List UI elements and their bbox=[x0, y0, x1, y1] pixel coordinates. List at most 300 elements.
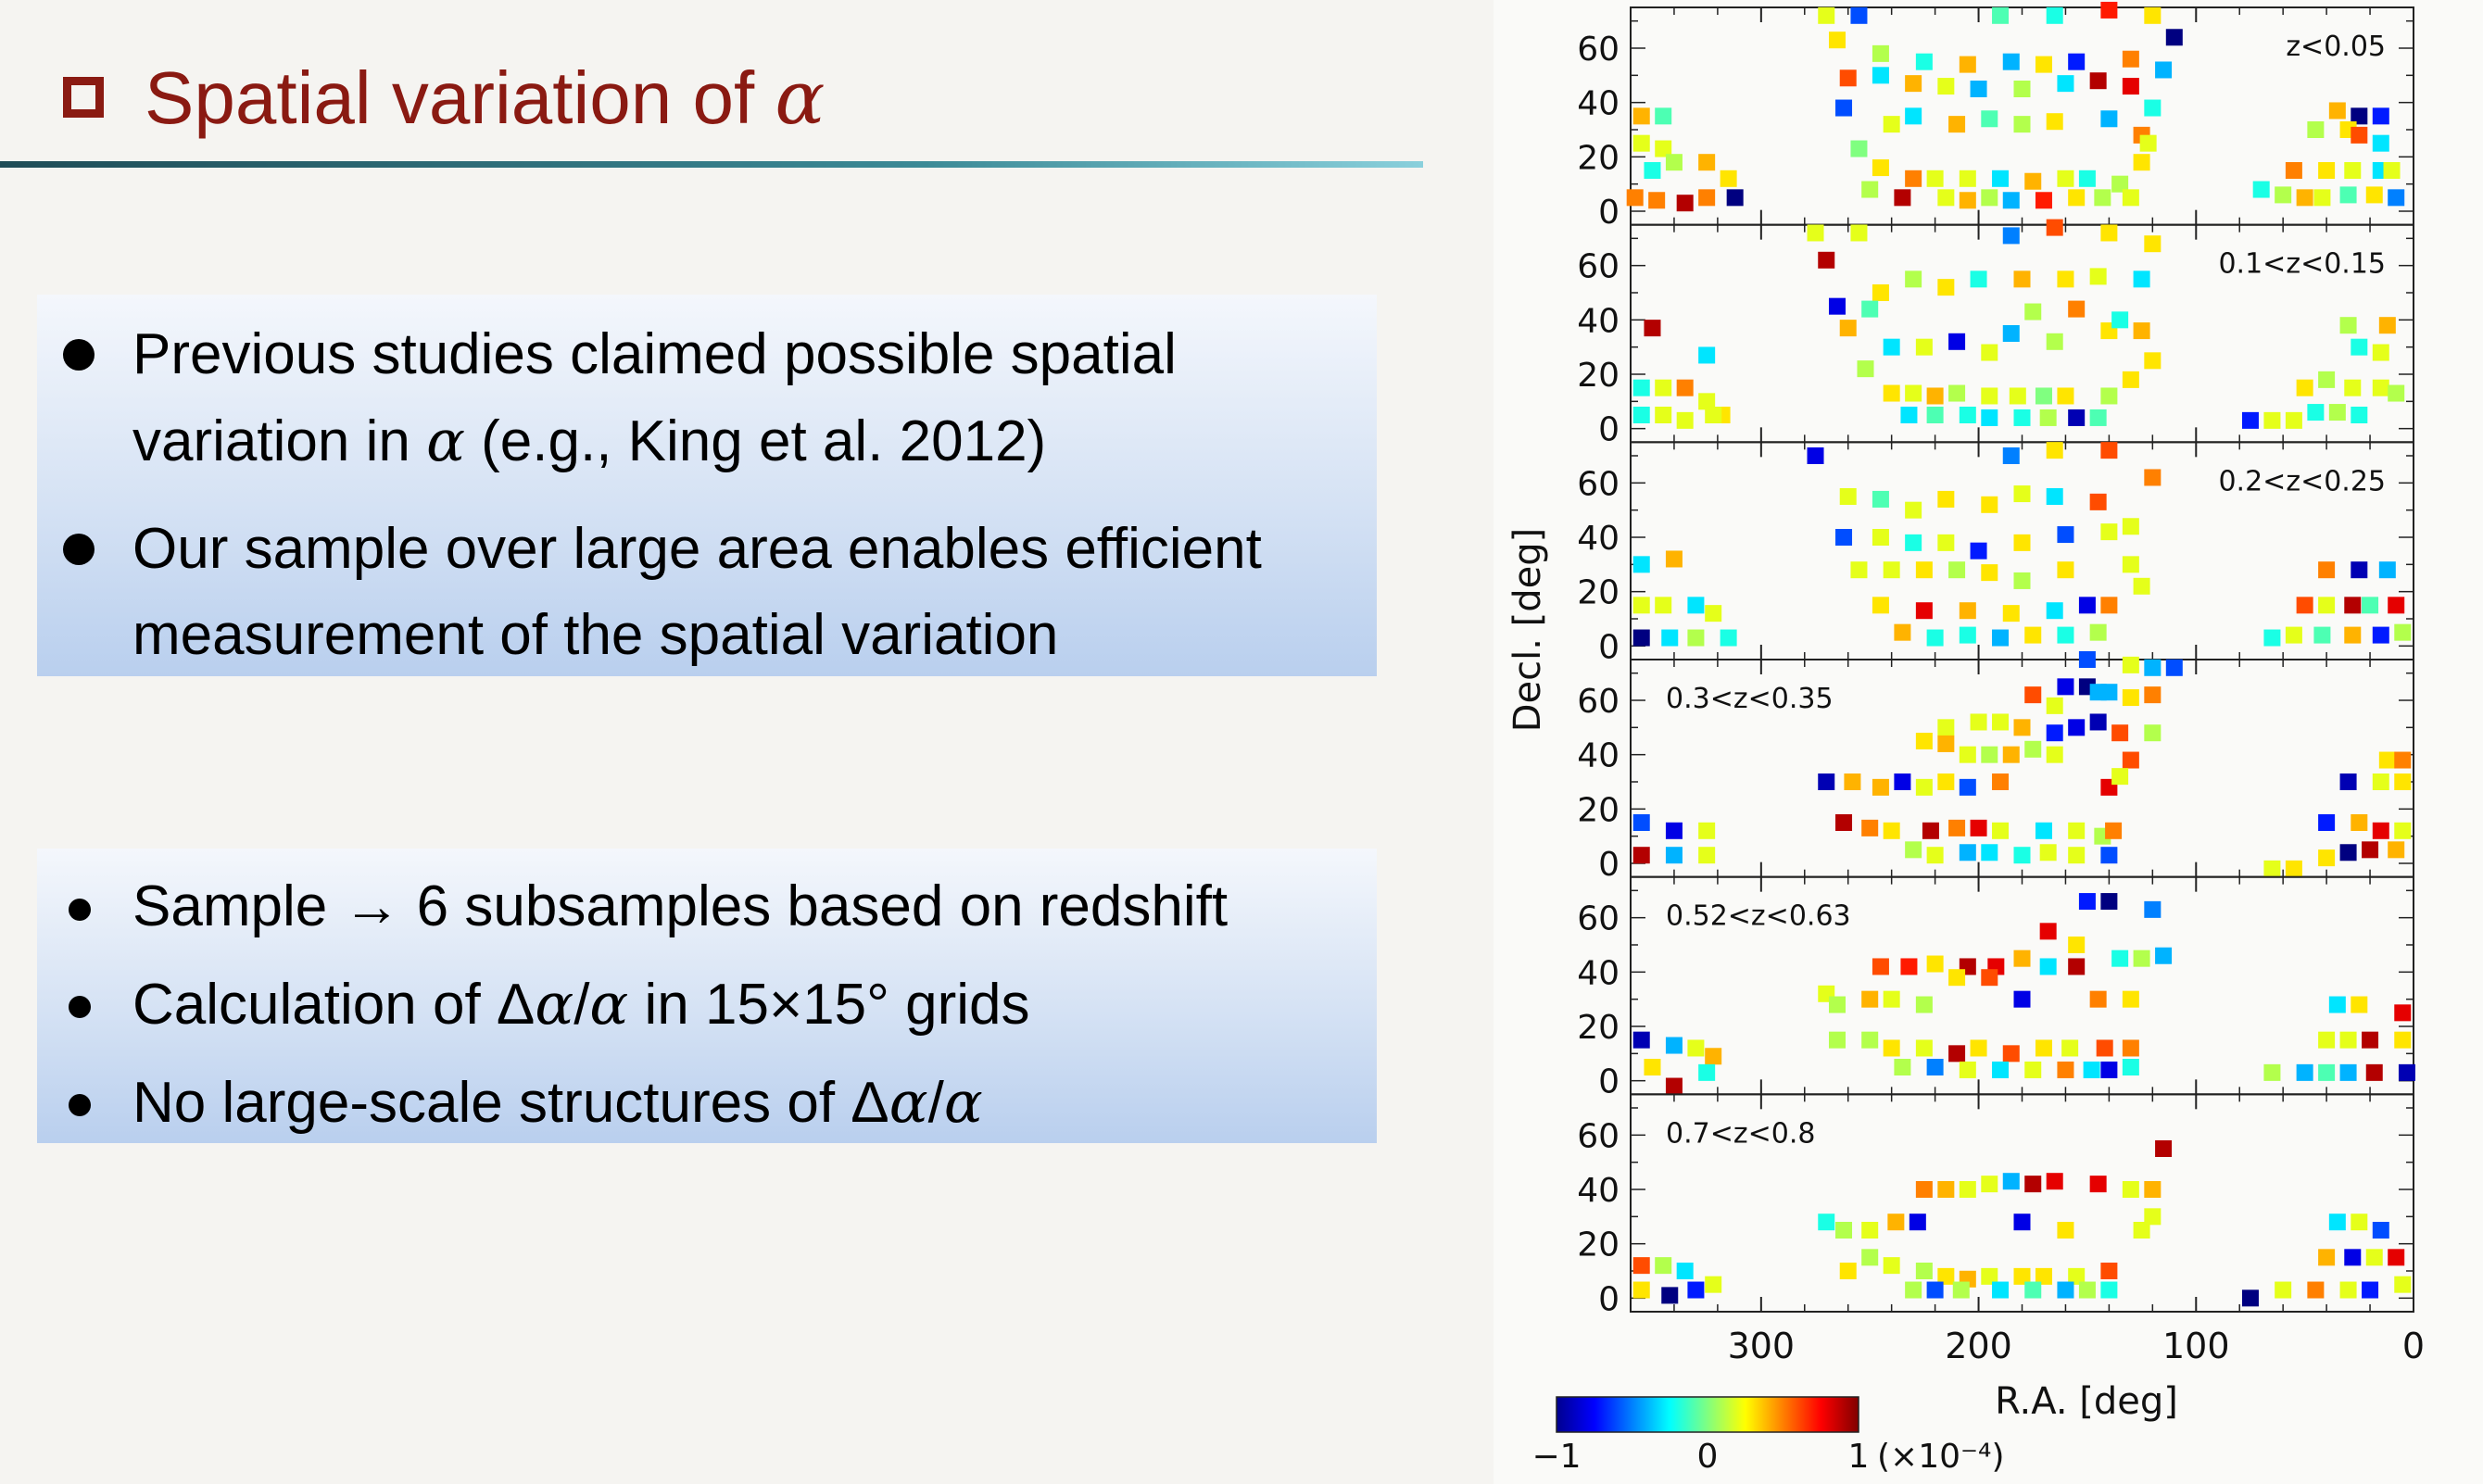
bullet-text: Calculation of Δ bbox=[132, 973, 536, 1037]
data-point bbox=[1648, 192, 1665, 208]
data-point bbox=[2362, 597, 2378, 613]
x-tick-label: 0 bbox=[2401, 1326, 2426, 1366]
data-point bbox=[1910, 1214, 1926, 1230]
data-point bbox=[2263, 861, 2280, 877]
y-tick-label: 0 bbox=[1598, 628, 1620, 667]
data-point bbox=[2379, 752, 2396, 769]
data-point bbox=[2079, 597, 2096, 613]
alpha-symbol: α bbox=[889, 1068, 928, 1136]
sky-map-figure bbox=[1494, 0, 2483, 1484]
data-point bbox=[1905, 385, 1922, 402]
data-point bbox=[2384, 162, 2401, 179]
colorbar-tick-label: 0 bbox=[1696, 1438, 1719, 1476]
data-point bbox=[1666, 154, 1683, 170]
data-point bbox=[2014, 409, 2031, 426]
data-point bbox=[1981, 345, 1998, 361]
data-point bbox=[1844, 773, 1860, 790]
y-tick-label: 40 bbox=[1577, 520, 1620, 558]
data-point bbox=[1633, 556, 1650, 572]
data-point bbox=[2100, 224, 2117, 241]
data-point bbox=[2318, 1032, 2335, 1049]
panel-redshift-label: 0.52<z<0.63 bbox=[1666, 899, 1851, 933]
panel-0 bbox=[1577, 2, 2414, 232]
data-point bbox=[1698, 823, 1715, 839]
data-point bbox=[2394, 752, 2411, 769]
data-point bbox=[1720, 170, 1737, 187]
data-point bbox=[2263, 412, 2280, 429]
data-point bbox=[2047, 220, 2063, 236]
data-point bbox=[1981, 1176, 1998, 1192]
data-point bbox=[2036, 1039, 2052, 1056]
data-point bbox=[2100, 523, 2117, 540]
data-point bbox=[2140, 135, 2157, 152]
data-point bbox=[1835, 814, 1852, 831]
bullet-dot-icon bbox=[69, 996, 91, 1018]
data-point bbox=[1677, 380, 1694, 396]
bullet-item bbox=[37, 506, 1377, 678]
alpha-symbol: α bbox=[535, 970, 574, 1038]
data-point bbox=[1872, 779, 1889, 796]
data-point bbox=[1960, 844, 1976, 861]
data-point bbox=[2079, 651, 2096, 668]
data-point bbox=[1960, 1062, 1976, 1078]
data-point bbox=[1698, 189, 1715, 206]
data-point bbox=[2097, 1039, 2113, 1056]
data-point bbox=[1633, 630, 1650, 647]
data-point bbox=[1661, 1287, 1678, 1303]
data-point bbox=[2134, 270, 2150, 287]
data-point bbox=[2079, 170, 2096, 187]
bullet-item bbox=[37, 959, 1377, 1050]
data-point bbox=[1916, 779, 1933, 796]
data-point bbox=[2144, 901, 2161, 918]
data-point bbox=[2340, 844, 2357, 861]
data-point bbox=[2134, 578, 2150, 595]
bullet-text: / bbox=[573, 973, 590, 1037]
data-point bbox=[1905, 534, 1922, 551]
data-point bbox=[1948, 385, 1965, 402]
data-point bbox=[2373, 1222, 2389, 1239]
data-point bbox=[1666, 847, 1683, 863]
data-point bbox=[2090, 1176, 2107, 1192]
y-tick-label: 40 bbox=[1577, 302, 1620, 341]
data-point bbox=[2297, 380, 2313, 396]
data-point bbox=[2014, 847, 2031, 863]
data-point bbox=[2344, 597, 2361, 613]
data-point bbox=[1992, 1282, 2009, 1299]
data-point bbox=[2014, 950, 2031, 967]
data-point bbox=[2061, 1039, 2078, 1056]
data-point bbox=[1666, 1038, 1683, 1054]
data-point bbox=[2297, 189, 2313, 206]
data-point bbox=[1905, 75, 1922, 92]
data-point bbox=[2297, 1064, 2313, 1081]
data-point bbox=[2362, 1282, 2378, 1299]
data-point bbox=[2134, 154, 2150, 170]
data-point bbox=[2024, 627, 2041, 644]
data-point bbox=[2351, 339, 2367, 356]
data-point bbox=[2166, 660, 2183, 676]
data-point bbox=[2144, 1208, 2161, 1225]
data-point bbox=[2394, 823, 2411, 839]
data-point bbox=[2100, 597, 2117, 613]
data-point bbox=[1705, 605, 1721, 622]
data-point bbox=[2373, 135, 2389, 152]
data-point bbox=[2003, 1045, 2020, 1062]
data-point bbox=[2379, 317, 2396, 333]
data-point bbox=[2057, 270, 2073, 287]
data-point bbox=[1960, 747, 1976, 763]
data-point bbox=[1948, 1045, 1965, 1062]
data-point bbox=[2014, 270, 2031, 287]
data-point bbox=[2100, 110, 2117, 127]
data-point bbox=[2351, 814, 2367, 831]
data-point bbox=[1861, 1032, 1878, 1049]
bullet-dot-icon bbox=[63, 534, 95, 565]
data-point bbox=[1872, 45, 1889, 62]
data-point bbox=[1981, 564, 1998, 581]
data-point bbox=[2010, 387, 2026, 404]
data-point bbox=[1937, 279, 1954, 296]
title-text bbox=[145, 55, 825, 141]
data-point bbox=[2373, 345, 2389, 361]
data-point bbox=[1829, 1032, 1846, 1049]
data-point bbox=[2166, 29, 2183, 45]
data-point bbox=[1971, 543, 1987, 560]
bullet-text: in 15×15° grids bbox=[628, 973, 1030, 1037]
data-point bbox=[2014, 572, 2031, 589]
bullet-item bbox=[37, 1057, 1377, 1148]
data-point bbox=[1627, 189, 1644, 206]
data-point bbox=[1927, 170, 1944, 187]
data-point bbox=[2057, 1222, 2073, 1239]
data-point bbox=[2014, 1214, 2031, 1230]
bullet-text: variation in bbox=[132, 409, 427, 473]
y-tick-label: 40 bbox=[1577, 736, 1620, 775]
data-point bbox=[2144, 686, 2161, 703]
data-point bbox=[2057, 1282, 2073, 1299]
data-point bbox=[1916, 733, 1933, 749]
data-point bbox=[1861, 820, 1878, 836]
data-point bbox=[2003, 192, 2020, 208]
data-point bbox=[2362, 841, 2378, 858]
data-point bbox=[1960, 627, 1976, 644]
data-point bbox=[2123, 689, 2139, 706]
data-point bbox=[2024, 1282, 2041, 1299]
data-point bbox=[1818, 773, 1834, 790]
data-point bbox=[2040, 844, 2057, 861]
data-point bbox=[1872, 67, 1889, 83]
data-point bbox=[2068, 301, 2085, 318]
data-point bbox=[2123, 752, 2139, 769]
y-tick-label: 20 bbox=[1577, 1226, 1620, 1264]
data-point bbox=[1884, 561, 1900, 578]
data-point bbox=[2014, 81, 2031, 97]
data-point bbox=[1687, 597, 1704, 613]
data-point bbox=[1937, 1181, 1954, 1198]
data-point bbox=[2394, 773, 2411, 790]
data-point bbox=[1960, 779, 1976, 796]
y-tick-label: 0 bbox=[1598, 194, 1620, 232]
data-point bbox=[1981, 189, 1998, 206]
data-point bbox=[2394, 1032, 2411, 1049]
data-point bbox=[1971, 1039, 1987, 1056]
data-point bbox=[2068, 847, 2085, 863]
alpha-symbol: α bbox=[943, 1068, 983, 1136]
colorbar-tick-label: −1 bbox=[1531, 1438, 1582, 1476]
data-point bbox=[1916, 1263, 1933, 1279]
data-point bbox=[2068, 719, 2085, 736]
data-point bbox=[1948, 820, 1965, 836]
data-point bbox=[1948, 969, 1965, 986]
colorbar-tick-label: 1 bbox=[1847, 1438, 1870, 1476]
data-point bbox=[2388, 385, 2404, 402]
data-point bbox=[2373, 823, 2389, 839]
bullet-line bbox=[132, 592, 1377, 678]
data-point bbox=[1687, 630, 1704, 647]
data-point bbox=[2351, 407, 2367, 423]
data-point bbox=[1960, 407, 1976, 423]
panel-redshift-label: 0.3<z<0.35 bbox=[1666, 683, 1834, 715]
data-point bbox=[2003, 54, 2020, 70]
data-point bbox=[2399, 1064, 2415, 1081]
data-point bbox=[2318, 162, 2335, 179]
data-point bbox=[1644, 1059, 1660, 1075]
data-point bbox=[2344, 1249, 2361, 1265]
data-point bbox=[1633, 597, 1650, 613]
data-point bbox=[2123, 371, 2139, 388]
data-point bbox=[2144, 352, 2161, 369]
data-point bbox=[1633, 135, 1650, 152]
data-point bbox=[1884, 1039, 1900, 1056]
data-point bbox=[1633, 814, 1650, 831]
y-tick-label: 20 bbox=[1577, 791, 1620, 830]
data-point bbox=[1884, 116, 1900, 132]
data-point bbox=[2057, 627, 2073, 644]
y-tick-label: 20 bbox=[1577, 139, 1620, 178]
data-point bbox=[1633, 107, 1650, 124]
data-point bbox=[2329, 102, 2346, 119]
data-point bbox=[1948, 116, 1965, 132]
title-underline bbox=[0, 161, 1423, 168]
x-tick-label: 200 bbox=[1945, 1326, 2012, 1366]
data-point bbox=[2394, 1276, 2411, 1293]
data-point bbox=[2388, 1249, 2404, 1265]
data-point bbox=[2286, 861, 2302, 877]
bullet-text: Sample → 6 subsamples based on redshift bbox=[132, 874, 1229, 938]
data-point bbox=[2313, 189, 2330, 206]
data-point bbox=[2134, 322, 2150, 339]
data-point bbox=[2003, 325, 2020, 342]
data-point bbox=[2040, 409, 2057, 426]
data-point bbox=[2366, 1249, 2383, 1265]
x-tick-label: 100 bbox=[2162, 1326, 2230, 1366]
data-point bbox=[2340, 1282, 2357, 1299]
data-point bbox=[2047, 7, 2063, 24]
data-point bbox=[1884, 339, 1900, 356]
data-point bbox=[2144, 469, 2161, 485]
title-alpha: α bbox=[775, 54, 826, 141]
data-point bbox=[2144, 660, 2161, 676]
data-point bbox=[1687, 1039, 1704, 1056]
y-tick-label: 0 bbox=[1598, 846, 1620, 884]
data-point bbox=[2340, 1064, 2357, 1081]
data-point bbox=[1655, 380, 1671, 396]
bullet-text: Our sample over large area enables efficient bbox=[132, 517, 1262, 581]
data-point bbox=[1992, 170, 2009, 187]
data-point bbox=[1916, 561, 1933, 578]
data-point bbox=[2318, 849, 2335, 866]
data-point bbox=[1666, 1078, 1683, 1095]
data-point bbox=[2105, 823, 2122, 839]
data-point bbox=[1905, 502, 1922, 519]
data-point bbox=[2100, 442, 2117, 459]
data-point bbox=[2024, 304, 2041, 321]
data-point bbox=[1644, 320, 1660, 336]
data-point bbox=[1971, 81, 1987, 97]
data-point bbox=[2144, 235, 2161, 252]
data-point bbox=[1905, 270, 1922, 287]
data-point bbox=[1720, 630, 1737, 647]
data-point bbox=[1927, 387, 1944, 404]
data-point bbox=[2047, 698, 2063, 714]
title-prefix: Spatial variation of bbox=[145, 56, 775, 139]
data-point bbox=[2100, 1263, 2117, 1279]
data-point bbox=[2090, 713, 2107, 730]
data-point bbox=[2036, 387, 2052, 404]
y-tick-label: 0 bbox=[1598, 1063, 1620, 1101]
data-point bbox=[2079, 893, 2096, 910]
data-point bbox=[1953, 1282, 1970, 1299]
data-point bbox=[2090, 624, 2107, 641]
data-point bbox=[2024, 173, 2041, 190]
data-point bbox=[2318, 1064, 2335, 1081]
data-point bbox=[2329, 404, 2346, 421]
data-point bbox=[2123, 518, 2139, 534]
data-point bbox=[1850, 141, 1867, 157]
data-point bbox=[1850, 561, 1867, 578]
data-point bbox=[1937, 719, 1954, 736]
panel-5 bbox=[1577, 1094, 2414, 1318]
data-point bbox=[2014, 116, 2031, 132]
data-point bbox=[2014, 991, 2031, 1008]
data-point bbox=[2123, 51, 2139, 68]
data-point bbox=[2373, 107, 2389, 124]
data-point bbox=[2068, 937, 2085, 953]
data-point bbox=[2155, 948, 2172, 964]
data-point bbox=[1840, 69, 1857, 86]
data-point bbox=[1840, 1263, 1857, 1279]
data-point bbox=[1727, 189, 1744, 206]
data-point bbox=[2084, 1062, 2100, 1078]
y-tick-label: 40 bbox=[1577, 1172, 1620, 1210]
data-point bbox=[1698, 154, 1715, 170]
data-point bbox=[1705, 1048, 1721, 1064]
data-point bbox=[1818, 7, 1834, 24]
bullet-dot-icon bbox=[69, 899, 91, 921]
data-point bbox=[2123, 189, 2139, 206]
data-point bbox=[2318, 597, 2335, 613]
panel-redshift-label: 0.7<z<0.8 bbox=[1666, 1117, 1816, 1151]
data-point bbox=[1850, 7, 1867, 24]
data-point bbox=[2090, 72, 2107, 89]
data-point bbox=[2263, 1064, 2280, 1081]
data-point bbox=[2057, 678, 2073, 695]
data-point bbox=[1677, 1263, 1694, 1279]
bullet-line bbox=[132, 1057, 1377, 1148]
data-point bbox=[1661, 630, 1678, 647]
data-point bbox=[1960, 1181, 1976, 1198]
data-point bbox=[1992, 713, 2009, 730]
y-tick-label: 40 bbox=[1577, 84, 1620, 123]
data-point bbox=[1633, 1257, 1650, 1274]
data-point bbox=[2253, 182, 2270, 198]
data-point bbox=[2351, 997, 2367, 1013]
slide-title bbox=[63, 56, 825, 139]
data-point bbox=[2307, 1282, 2324, 1299]
y-axis-label: Decl. [deg] bbox=[1506, 527, 1549, 733]
data-point bbox=[2286, 162, 2302, 179]
data-point bbox=[2394, 624, 2411, 641]
data-point bbox=[2057, 1062, 2073, 1078]
data-point bbox=[2047, 747, 2063, 763]
data-point bbox=[1894, 773, 1910, 790]
data-point bbox=[1808, 224, 1824, 241]
data-point bbox=[1872, 159, 1889, 176]
data-point bbox=[2100, 2, 2117, 19]
data-point bbox=[1644, 162, 1660, 179]
data-point bbox=[2036, 192, 2052, 208]
data-point bbox=[2351, 1214, 2367, 1230]
data-point bbox=[2373, 627, 2389, 644]
data-point bbox=[1981, 409, 1998, 426]
data-point bbox=[2014, 719, 2031, 736]
data-point bbox=[1818, 1214, 1834, 1230]
bullet-item bbox=[37, 861, 1377, 951]
data-point bbox=[2388, 189, 2404, 206]
data-point bbox=[1872, 491, 1889, 508]
data-point bbox=[2134, 950, 2150, 967]
data-point bbox=[2003, 1173, 2020, 1189]
data-point bbox=[1905, 841, 1922, 858]
data-point bbox=[1861, 1222, 1878, 1239]
data-point bbox=[2040, 923, 2057, 939]
y-tick-label: 60 bbox=[1577, 247, 1620, 286]
data-point bbox=[1872, 529, 1889, 546]
data-point bbox=[2144, 1181, 2161, 1198]
data-point bbox=[2100, 684, 2117, 700]
data-point bbox=[2362, 1032, 2378, 1049]
data-point bbox=[2318, 1249, 2335, 1265]
data-point bbox=[2286, 412, 2302, 429]
data-point bbox=[2275, 1282, 2291, 1299]
bullet-item bbox=[37, 311, 1377, 484]
data-point bbox=[2318, 371, 2335, 388]
data-point bbox=[1905, 107, 1922, 124]
data-point bbox=[1655, 597, 1671, 613]
data-point bbox=[1633, 380, 1650, 396]
data-point bbox=[2068, 54, 2085, 70]
data-point bbox=[2057, 561, 2073, 578]
data-point bbox=[1633, 1032, 1650, 1049]
bullet-text: measurement of the spatial variation bbox=[132, 603, 1059, 667]
data-point bbox=[2329, 1214, 2346, 1230]
alpha-symbol: α bbox=[426, 407, 465, 474]
data-point bbox=[2344, 162, 2361, 179]
panel-1 bbox=[1577, 220, 2414, 449]
data-point bbox=[1850, 224, 1867, 241]
data-point bbox=[2090, 494, 2107, 510]
